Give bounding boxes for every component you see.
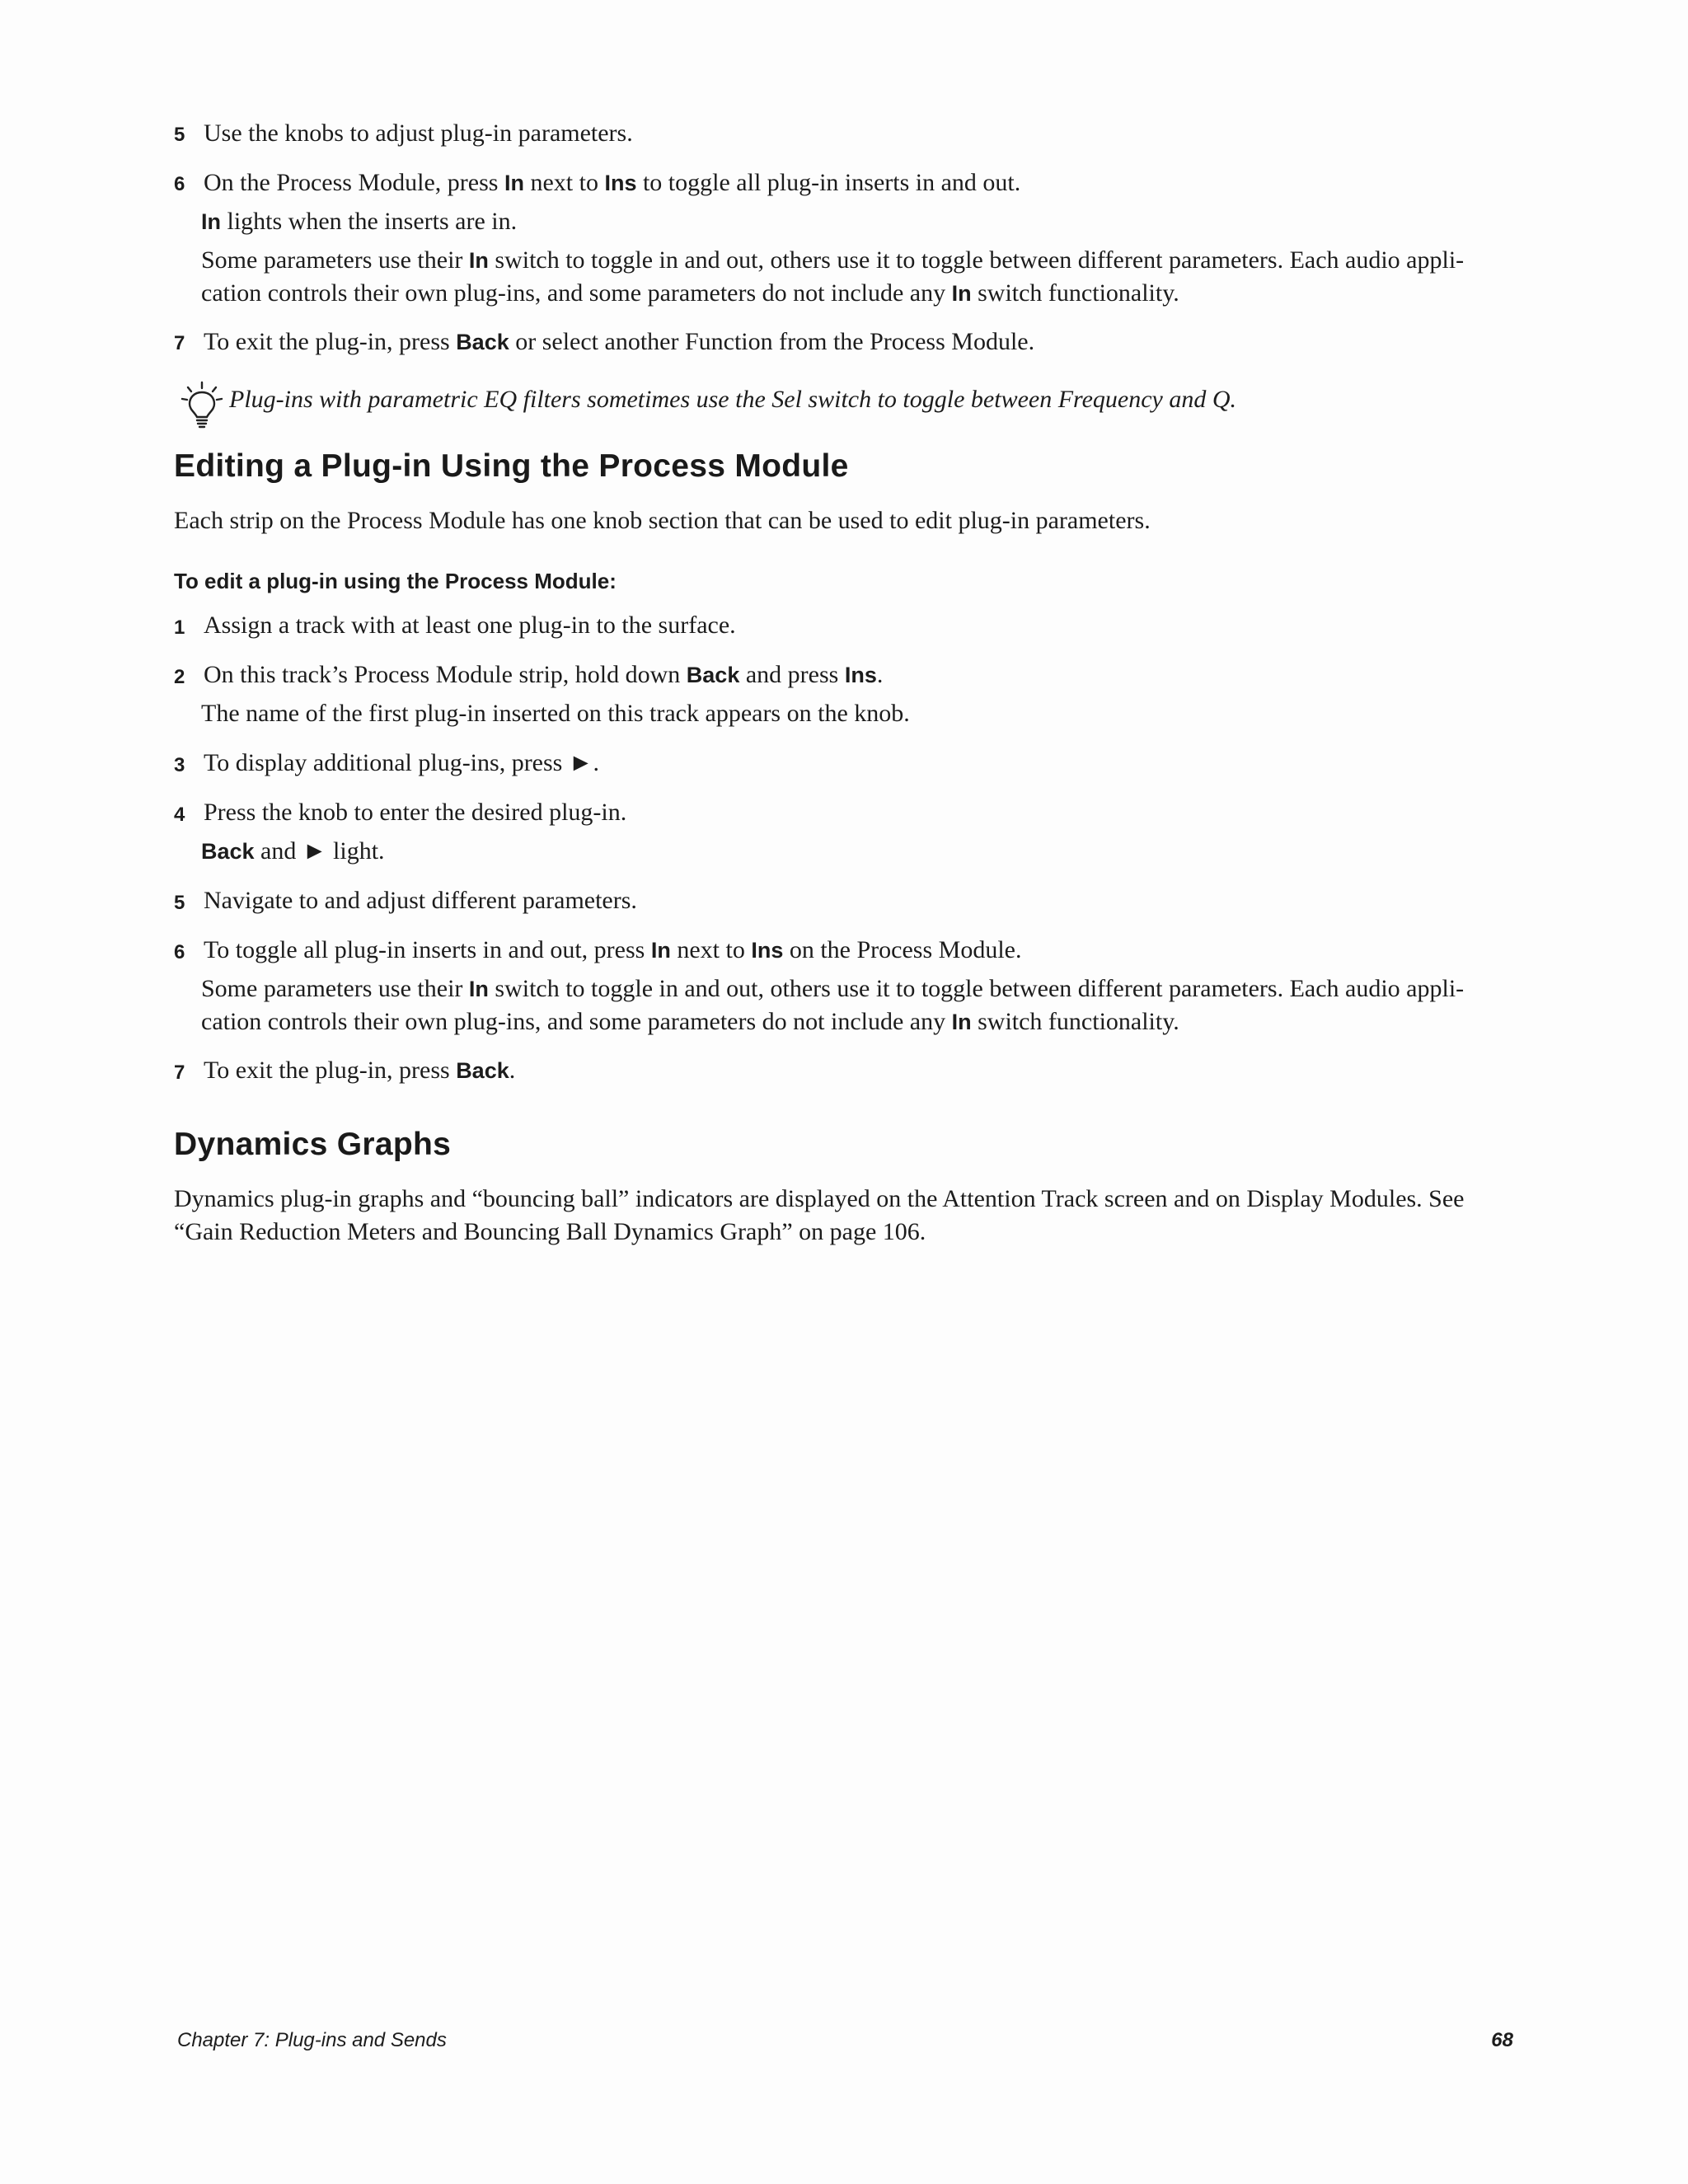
cross-reference[interactable]: “Gain Reduction Meters and Bouncing Ball Dynamics Graph” on page 106. [174, 1218, 926, 1245]
step-number: 7 [174, 1062, 185, 1084]
step-number: 6 [174, 173, 185, 195]
step-number: 2 [174, 666, 185, 688]
section-intro: Each strip on the Process Module has one knob section that can be used to edit plug-in parameters. [174, 507, 1151, 534]
step-text: On this track’s Process Module strip, hold down Back and press Ins. [204, 661, 884, 688]
step-number: 5 [174, 892, 185, 914]
step-note: cation controls their own plug-ins, and some parameters do not include any In switch functionality. [201, 1008, 1179, 1035]
step-note: The name of the first plug-in inserted on this track appears on the knob. [201, 700, 910, 727]
procedure-title: To edit a plug-in using the Process Module: [174, 569, 617, 593]
tip-text: Plug-ins with parametric EQ filters sometimes use the Sel switch to toggle between Frequency and Q. [229, 386, 1237, 413]
step-text: To exit the plug-in, press Back or select another Function from the Process Module. [204, 328, 1035, 355]
step-number: 3 [174, 754, 185, 776]
step-text: Assign a track with at least one plug-in to the surface. [204, 612, 736, 639]
step-number: 4 [174, 804, 185, 826]
step-text: Navigate to and adjust different parameters. [204, 887, 637, 914]
step-note: Some parameters use their In switch to toggle in and out, others use it to toggle between different parameters. Each audio appli- [201, 975, 1465, 1002]
step-number: 1 [174, 616, 185, 639]
step-text: Use the knobs to adjust plug-in parameters. [204, 120, 633, 147]
step-text: To exit the plug-in, press Back. [204, 1057, 516, 1084]
step-note: Some parameters use their In switch to toggle in and out, others use it to toggle between different parameters. Each audio appli- [201, 246, 1465, 274]
step-number: 6 [174, 941, 185, 963]
step-text: To display additional plug-ins, press ►. [204, 749, 600, 776]
step-text: Press the knob to enter the desired plug-in. [204, 799, 627, 826]
section-heading: Editing a Plug-in Using the Process Module [174, 448, 849, 484]
step-number: 5 [174, 124, 185, 146]
footer-chapter: Chapter 7: Plug-ins and Sends [177, 2029, 447, 2051]
step-number: 7 [174, 332, 185, 354]
lightbulb-icon [180, 381, 224, 429]
step-text: On the Process Module, press In next to Ins to toggle all plug-in inserts in and out. [204, 169, 1021, 196]
ins-key: Ins [604, 171, 637, 195]
step-note: Back and ► light. [201, 837, 385, 865]
page-number: 68 [1491, 2029, 1513, 2051]
in-key: In [504, 171, 524, 195]
section-heading: Dynamics Graphs [174, 1127, 452, 1162]
step-note: cation controls their own plug-ins, and some parameters do not include any In switch functionality. [201, 279, 1179, 307]
section-body-line: Dynamics plug-in graphs and “bouncing ball” indicators are displayed on the Attention Track screen and on Display Modules. See [174, 1185, 1465, 1212]
step-note: In lights when the inserts are in. [201, 208, 518, 235]
step-text: To toggle all plug-in inserts in and out, press In next to Ins on the Process Module. [204, 936, 1022, 963]
